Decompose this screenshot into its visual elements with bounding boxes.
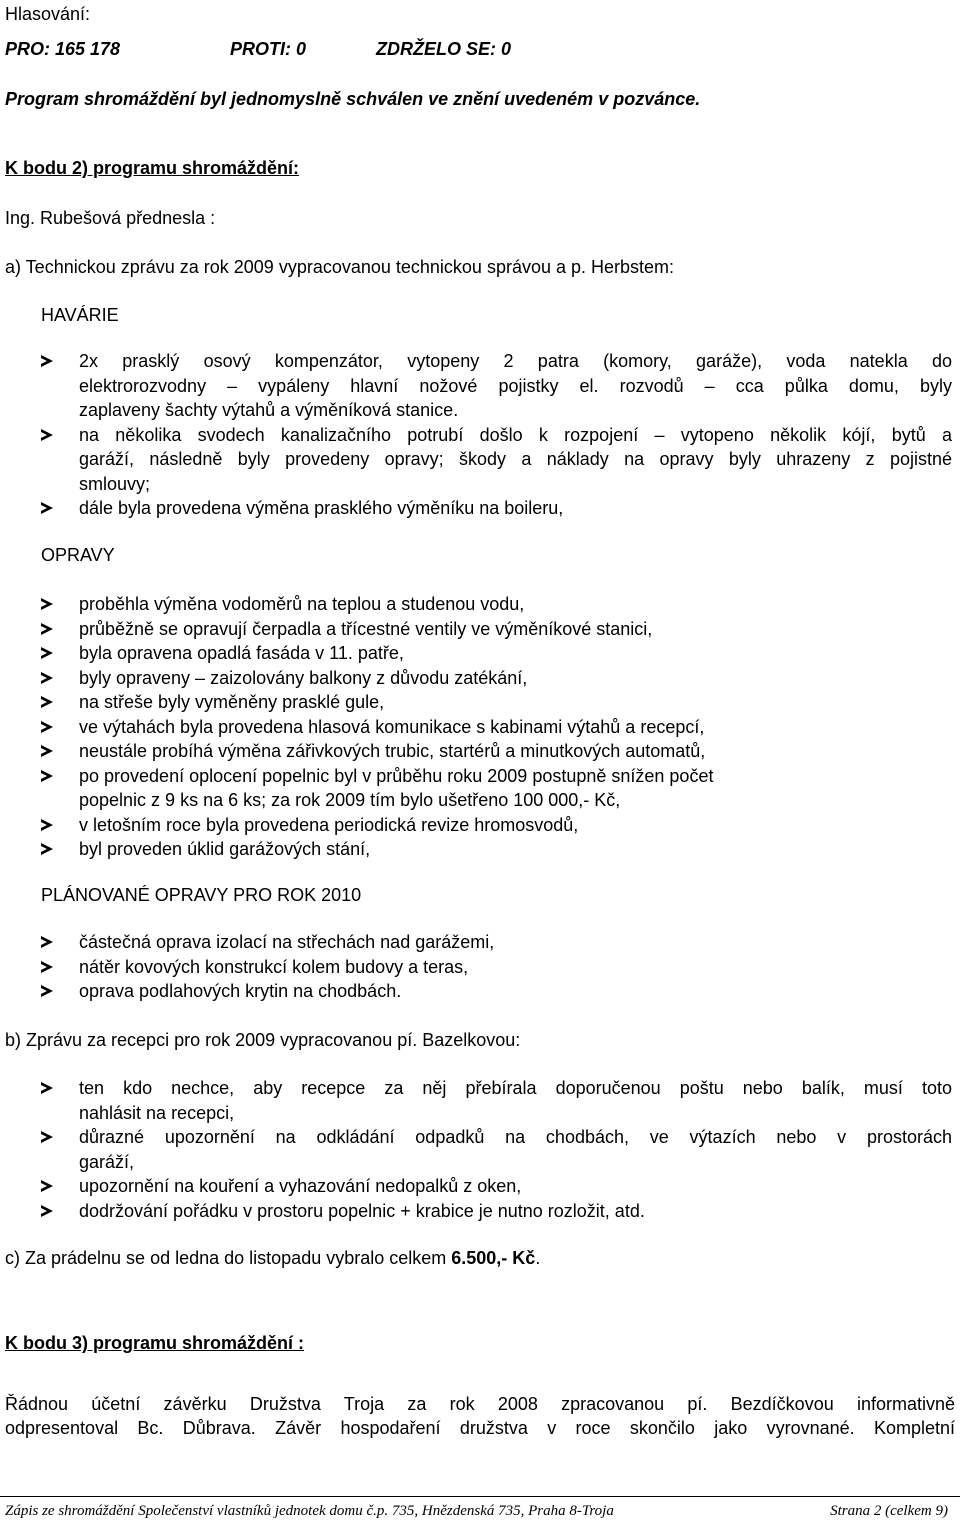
arrow-bullet-icon bbox=[41, 770, 53, 782]
list-item bbox=[0, 837, 956, 862]
list-item bbox=[0, 690, 956, 715]
item3-para-line2: odpresentoval Bc. Důbrava. Závěr hospodaření družstva v roce skončilo jako vyrovnané. Kompletní bbox=[5, 1418, 955, 1438]
havarie-2-line1: na několika svodech kanalizačního potrubí došlo k rozpojení – vytopeno několik kójí, bytů a bbox=[79, 424, 952, 445]
havarie-1-line3: zaplaveny šachty výtahů a výměníková stanice. bbox=[79, 400, 459, 420]
arrow-bullet-icon bbox=[41, 985, 53, 997]
footer-document-title: Zápis ze shromáždění Společenství vlastníků jednotek domu č.p. 735, Hnězdenská 735, Praha 8-Troja bbox=[5, 1503, 614, 1519]
planned-title: PLÁNOVANÉ OPRAVY PRO ROK 2010 bbox=[41, 885, 362, 905]
part-c-amount: 6.500,- Kč bbox=[451, 1248, 536, 1268]
reception-item-line1: dodržování pořádku v prostoru popelnic + krabice je nutno rozložit, atd. bbox=[79, 1200, 645, 1221]
reception-list bbox=[0, 1076, 956, 1223]
arrow-bullet-icon bbox=[41, 429, 53, 441]
item3-para-line1: Řádnou účetní závěrku Družstva Troja za rok 2008 zpracovanou pí. Bezdíčkovou informativně bbox=[5, 1394, 955, 1414]
voting-result: Program shromáždění byl jednomyslně schválen ve znění uvedeném v pozvánce. bbox=[5, 89, 701, 109]
arrow-bullet-icon bbox=[41, 1205, 53, 1217]
reception-item-line1: ten kdo nechce, aby recepce za něj přebírala doporučenou poštu nebo balík, musí toto bbox=[79, 1078, 952, 1098]
arrow-bullet-icon bbox=[41, 355, 53, 367]
oprava-item: byl proveden úklid garážových stání, bbox=[79, 839, 371, 859]
planned-item: částečná oprava izolací na střechách nad garážemi, bbox=[79, 932, 495, 952]
arrow-bullet-icon bbox=[41, 721, 53, 733]
arrow-bullet-icon bbox=[41, 745, 53, 757]
oprava-item-line2: popelnic z 9 ks na 6 ks; za rok 2009 tím bylo ušetřeno 100 000,- Kč, bbox=[79, 790, 621, 810]
opravy-list bbox=[0, 592, 956, 862]
voting-heading: Hlasování: bbox=[5, 4, 91, 24]
havarie-list bbox=[0, 349, 956, 521]
page-footer bbox=[0, 1496, 960, 1519]
arrow-bullet-icon bbox=[41, 819, 53, 831]
planned-item: oprava podlahových krytin na chodbách. bbox=[79, 981, 402, 1001]
havarie-2-line2: garáží, následně byly provedeny opravy; škody a náklady na opravy byly uhrazeny z pojistné bbox=[79, 449, 952, 469]
list-item bbox=[0, 1076, 956, 1125]
list-item bbox=[0, 955, 956, 980]
havarie-3: dále byla provedena výměna prasklého výměníku na boileru, bbox=[79, 498, 564, 518]
havarie-1-line2: elektrorozvodny – vypáleny hlavní nožové pojistky el. rozvodů – cca půlka domu, byly bbox=[79, 375, 952, 396]
list-item bbox=[0, 739, 956, 764]
arrow-bullet-icon bbox=[41, 936, 53, 948]
planned-item: nátěr kovových konstrukcí kolem budovy a teras, bbox=[79, 956, 469, 977]
oprava-item: proběhla výměna vodoměrů na teplou a studenou vodu, bbox=[79, 594, 525, 614]
list-item bbox=[0, 349, 956, 423]
oprava-item: byla opravena opadlá fasáda v 11. patře, bbox=[79, 643, 404, 663]
list-item bbox=[0, 813, 956, 838]
oprava-item: ve výtahách byla provedena hlasová komunikace s kabinami výtahů a recepcí, bbox=[79, 716, 705, 737]
item2-presenter: Ing. Rubešová přednesla : bbox=[5, 208, 216, 228]
opravy-title: OPRAVY bbox=[41, 545, 115, 565]
list-item bbox=[0, 592, 956, 617]
list-item bbox=[0, 764, 956, 813]
list-item bbox=[0, 423, 956, 497]
vote-proti: PROTI: 0 bbox=[230, 39, 307, 59]
arrow-bullet-icon bbox=[41, 672, 53, 684]
arrow-bullet-icon bbox=[41, 598, 53, 610]
oprava-item: byly opraveny – zaizolovány balkony z důvodu zatékání, bbox=[79, 667, 528, 688]
oprava-item: neustále probíhá výměna zářivkových trubic, startérů a minutkových automatů, bbox=[79, 741, 706, 761]
reception-item-line1: upozornění na kouření a vyhazování nedopalků z oken, bbox=[79, 1176, 522, 1196]
oprava-item: po provedení oplocení popelnic byl v průběhu roku 2009 postupně snížen počet bbox=[79, 765, 714, 786]
part-c-text: c) Za prádelnu se od ledna do listopadu vybralo celkem bbox=[5, 1248, 452, 1268]
havarie-title: HAVÁRIE bbox=[41, 305, 119, 325]
list-item bbox=[0, 1199, 956, 1224]
planned-list bbox=[0, 930, 956, 1004]
reception-item-line2: nahlásit na recepci, bbox=[79, 1102, 235, 1123]
item2-heading: K bodu 2) programu shromáždění: bbox=[5, 158, 300, 178]
footer-page-number: Strana 2 (celkem 9) bbox=[830, 1503, 948, 1519]
arrow-bullet-icon bbox=[41, 647, 53, 659]
list-item bbox=[0, 617, 956, 642]
part-c-end: . bbox=[535, 1248, 541, 1268]
list-item bbox=[0, 979, 956, 1004]
oprava-item: na střeše byly vyměněny prasklé gule, bbox=[79, 692, 385, 712]
arrow-bullet-icon bbox=[41, 1082, 53, 1094]
oprava-item: průběžně se opravují čerpadla a třícestné ventily ve výměníkové stanici, bbox=[79, 618, 653, 639]
item2-part-c bbox=[5, 1247, 540, 1269]
item2-part-a: a) Technickou zprávu za rok 2009 vypracovanou technickou správou a p. Herbstem: bbox=[5, 257, 675, 277]
arrow-bullet-icon bbox=[41, 623, 53, 635]
arrow-bullet-icon bbox=[41, 502, 53, 514]
arrow-bullet-icon bbox=[41, 1131, 53, 1143]
arrow-bullet-icon bbox=[41, 1180, 53, 1192]
oprava-item: v letošním roce byla provedena periodická revize hromosvodů, bbox=[79, 814, 579, 835]
list-item bbox=[0, 666, 956, 691]
arrow-bullet-icon bbox=[41, 961, 53, 973]
arrow-bullet-icon bbox=[41, 696, 53, 708]
list-item bbox=[0, 715, 956, 740]
list-item bbox=[0, 1125, 956, 1174]
havarie-2-line3: smlouvy; bbox=[79, 473, 151, 494]
list-item bbox=[0, 641, 956, 666]
havarie-1-line1: 2x prasklý osový kompenzátor, vytopeny 2 patra (komory, garáže), voda natekla do bbox=[79, 351, 952, 371]
vote-zdrzelo: ZDRŽELO SE: 0 bbox=[376, 39, 512, 59]
item2-part-b: b) Zprávu za recepci pro rok 2009 vypracovanou pí. Bazelkovou: bbox=[5, 1030, 521, 1050]
arrow-bullet-icon bbox=[41, 843, 53, 855]
vote-pro: PRO: 165 178 bbox=[5, 39, 121, 59]
list-item bbox=[0, 496, 956, 521]
reception-item-line1: důrazné upozornění na odkládání odpadků na chodbách, ve výtazích nebo v prostorách bbox=[79, 1127, 952, 1147]
reception-item-line2: garáží, bbox=[79, 1151, 135, 1172]
list-item bbox=[0, 930, 956, 955]
item3-heading: K bodu 3) programu shromáždění : bbox=[5, 1333, 305, 1353]
list-item bbox=[0, 1174, 956, 1199]
